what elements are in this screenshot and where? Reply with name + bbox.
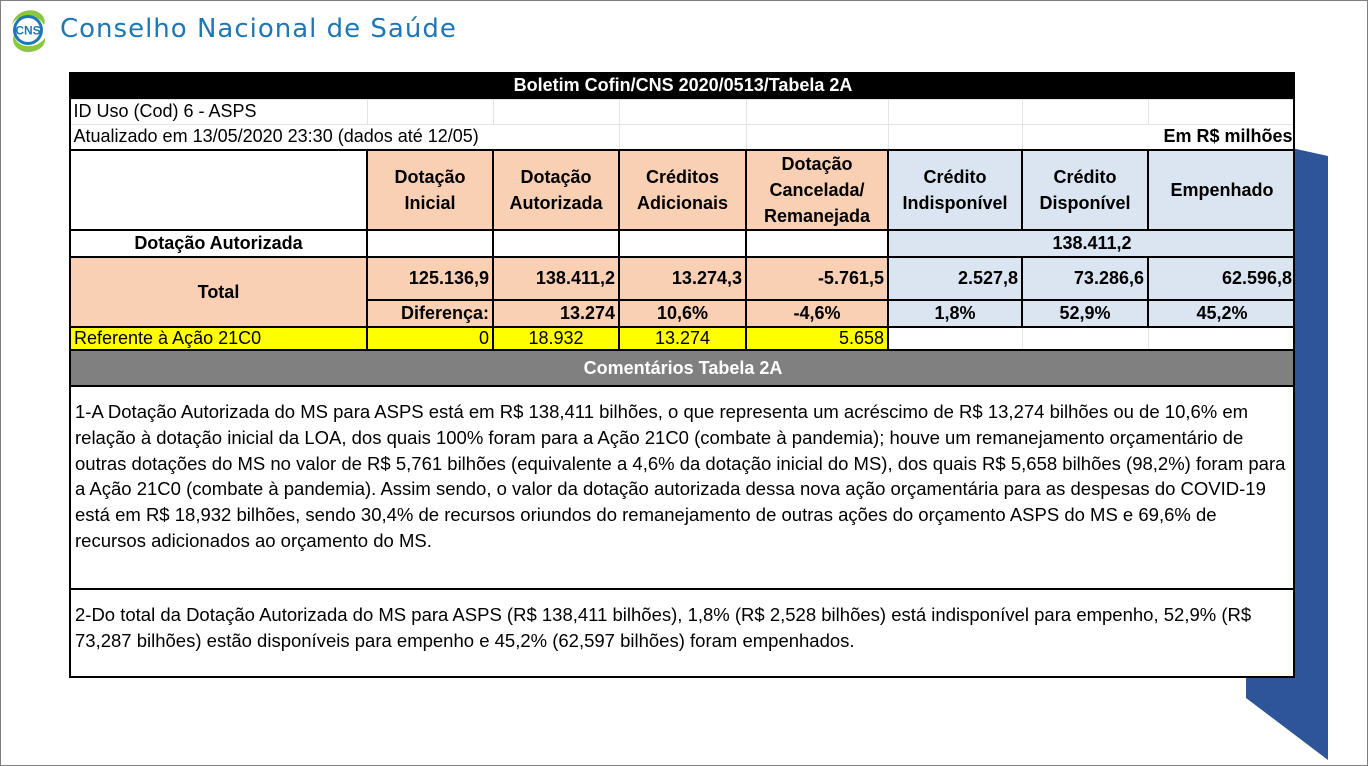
referente-value: 13.274 — [619, 327, 746, 350]
total-value: -5.761,5 — [746, 257, 888, 300]
col-header-creditos-adicionais: Créditos Adicionais — [619, 150, 746, 230]
comments-title: Comentários Tabela 2A — [70, 350, 1295, 386]
col-header-dotacao-autorizada: Dotação Autorizada — [493, 150, 619, 230]
col-header-credito-disponivel: Crédito Disponível — [1022, 150, 1148, 230]
diferenca-value: -4,6% — [746, 300, 888, 327]
total-value: 125.136,9 — [367, 257, 493, 300]
referente-value: 5.658 — [746, 327, 888, 350]
brand-name: Conselho Nacional de Saúde — [60, 14, 457, 44]
referente-value: 0 — [367, 327, 493, 350]
comment-1: 1-A Dotação Autorizada do MS para ASPS está em R$ 138,411 bilhões, o que representa um acréscimo de R$ 13,274 bilhões ou de 10,6% em relação à dotação inicial da LOA, dos quais 100% foram para a Ação 21C0 (combate à pandemia); houve um remanejamento orçamentário de outras dotações do MS no valor de R$ 5,761 bilhões (equivalente a 4,6% da dotação inicial do MS), dos quais R$ 5,658 bilhões (98,2%) foram para a Ação 21C0 (combate à pandemia). Assim sendo, o valor da dotação autorizada dessa nova ação orçamentária para as despesas do COVID-19 está em R$ 18,932 bilhões, sendo 30,4% de recursos oriundos do remanejamento de outras ações do orçamento ASPS do MS e 69,6% de recursos adicionados ao orçamento do MS. — [70, 386, 1295, 589]
total-value: 62.596,8 — [1148, 257, 1295, 300]
total-value: 73.286,6 — [1022, 257, 1148, 300]
total-value: 2.527,8 — [888, 257, 1022, 300]
total-label: Total — [70, 257, 367, 327]
total-value: 13.274,3 — [619, 257, 746, 300]
diferenca-value: 45,2% — [1148, 300, 1295, 327]
diferenca-value: 13.274 — [493, 300, 619, 327]
referente-value: 18.932 — [493, 327, 619, 350]
dotacao-autorizada-value: 138.411,2 — [888, 230, 1295, 257]
col-header-dotacao-inicial: Dotação Inicial — [367, 150, 493, 230]
id-line: ID Uso (Cod) 6 - ASPS — [70, 99, 367, 124]
unit-label: Em R$ milhões — [1022, 124, 1295, 150]
col-header-credito-indisponivel: Crédito Indisponível — [888, 150, 1022, 230]
col-header-empenhado: Empenhado — [1148, 150, 1295, 230]
comment-2: 2-Do total da Dotação Autorizada do MS para ASPS (R$ 138,411 bilhões), 1,8% (R$ 2,528 bilhões) está indisponível para empenho, 52,9% (R$ 73,287 bilhões) estão disponíveis para empenho e 45,2% (62,597 bilhões) foram empenhados. — [70, 589, 1295, 678]
logo-text: CNS — [15, 23, 41, 38]
diferenca-label: Diferença: — [367, 300, 493, 327]
updated-line: Atualizado em 13/05/2020 23:30 (dados até 12/05) — [70, 124, 619, 150]
dotacao-autorizada-label: Dotação Autorizada — [70, 230, 367, 257]
bulletin-table — [69, 72, 1295, 678]
col-header-dotacao-cancelada: Dotação Cancelada/ Remanejada — [746, 150, 888, 230]
diferenca-value: 52,9% — [1022, 300, 1148, 327]
total-value: 138.411,2 — [493, 257, 619, 300]
cns-logo — [4, 5, 50, 55]
diferenca-value: 1,8% — [888, 300, 1022, 327]
bulletin-table-sheet — [69, 72, 1295, 678]
table-title: Boletim Cofin/CNS 2020/0513/Tabela 2A — [70, 72, 1295, 99]
diferenca-value: 10,6% — [619, 300, 746, 327]
referente-label: Referente à Ação 21C0 — [70, 327, 367, 350]
